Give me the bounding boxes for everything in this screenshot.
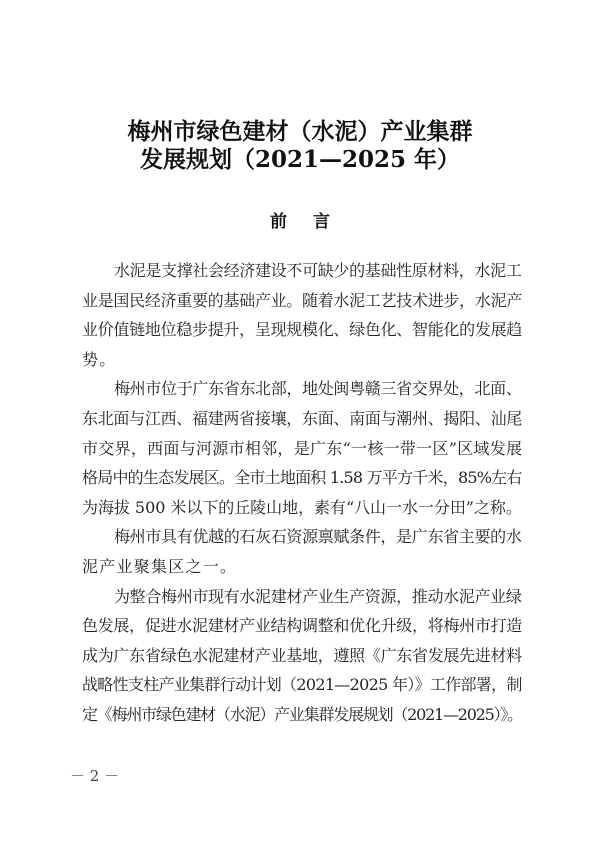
paragraph-4 bbox=[82, 582, 522, 730]
paragraph-2 bbox=[82, 374, 522, 522]
text-line: 格局中的生态发展区。全市土地面积 1.58 万平方千米，85%左右 bbox=[82, 468, 522, 488]
text-line: 为海拔 500 米以下的丘陵山地，素有“八山一水一分田”之称。 bbox=[82, 497, 522, 517]
text-line: 为整合梅州市现有水泥建材产业生产资源，推动水泥产业绿 bbox=[114, 586, 522, 606]
document-title-line-1: 梅州市绿色建材（水泥）产业集群 bbox=[127, 118, 473, 145]
heading-char: 言 bbox=[313, 212, 330, 232]
text-line: 泥产业聚集区之一。 bbox=[82, 556, 238, 576]
preface-body bbox=[82, 256, 522, 730]
document-title-line-2: 发展规划（2021—2025 年） bbox=[139, 146, 461, 173]
text-line: 色发展，促进水泥建材产业结构调整和优化升级，将梅州市打造 bbox=[82, 616, 523, 636]
paragraph-3 bbox=[82, 522, 522, 581]
heading-char: 前 bbox=[270, 212, 287, 232]
text-line: 市交界，西面与河源市相邻，是广东“一核一带一区”区域发展 bbox=[82, 438, 523, 458]
text-line: 东北面与江西、福建两省接壤，东面、南面与潮州、揭阳、汕尾 bbox=[82, 408, 523, 428]
text-line: 水泥是支撑社会经济建设不可缺少的基础性原材料，水泥工 bbox=[114, 261, 522, 280]
text-line: 势。 bbox=[82, 349, 117, 369]
text-line: 成为广东省绿色水泥建材产业基地，遵照《广东省发展先进材料 bbox=[82, 645, 523, 665]
text-line: 业是国民经济重要的基础产业。随着水泥工艺技术进步，水泥产 bbox=[82, 290, 523, 310]
paragraph-1 bbox=[82, 256, 522, 374]
text-line: 梅州市位于广东省东北部，地处闽粤赣三省交界处，北面、 bbox=[114, 379, 522, 399]
text-line: 梅州市具有优越的石灰石资源禀赋条件，是广东省主要的水 bbox=[114, 527, 522, 547]
text-line: 定《梅州市绿色建材（水泥）产业集群发展规划（2021—2025）》。 bbox=[82, 704, 522, 724]
text-line: 战略性支柱产业集群行动计划（2021—2025 年）》工作部署，制 bbox=[82, 675, 522, 695]
section-heading-preface bbox=[0, 207, 600, 232]
page-number: － 2 － bbox=[70, 767, 120, 785]
text-line: 业价值链地位稳步提升，呈现规模化、绿色化、智能化的发展趋 bbox=[82, 320, 523, 340]
